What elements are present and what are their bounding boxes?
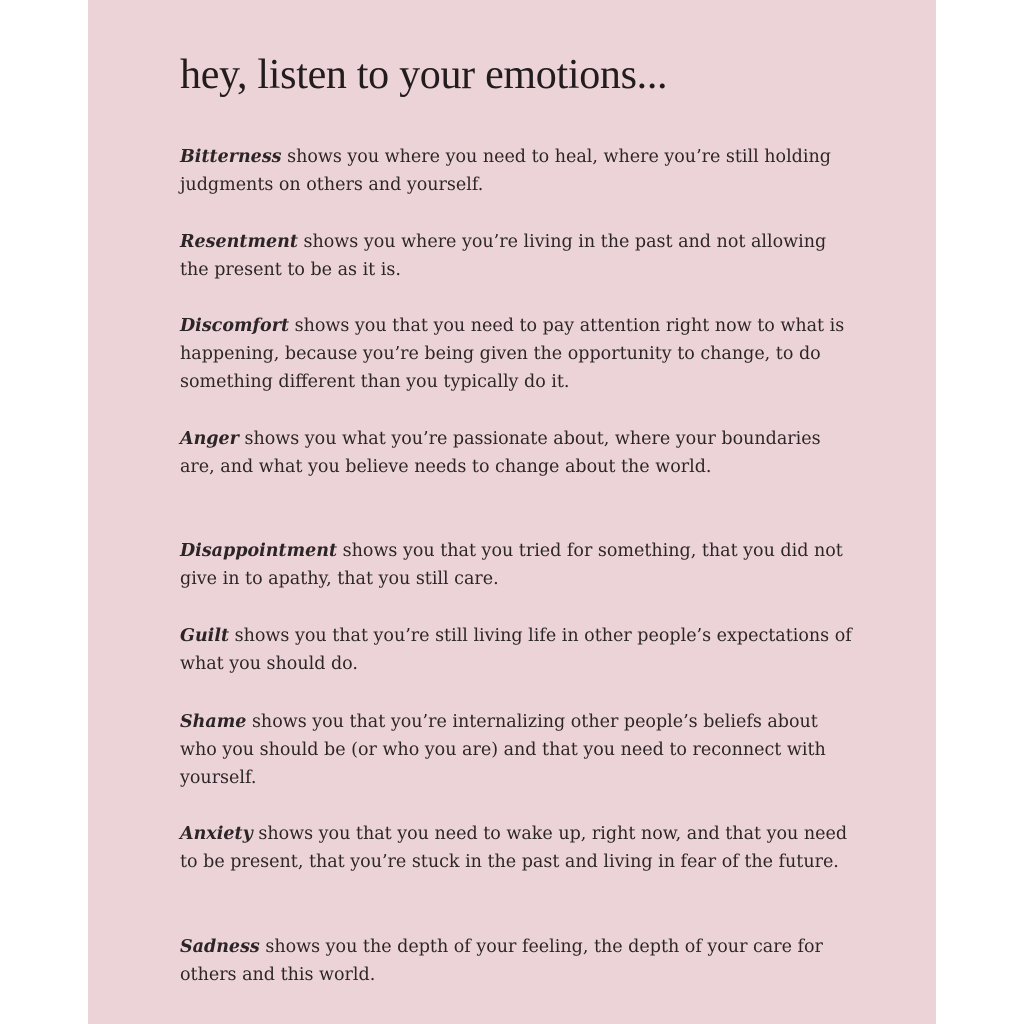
emotion-term: Guilt bbox=[180, 626, 230, 646]
emotion-term: Bitterness bbox=[180, 147, 282, 167]
emotion-term: Anger bbox=[180, 429, 239, 449]
document-page bbox=[88, 0, 936, 1024]
emotion-entry-anger bbox=[180, 425, 860, 481]
emotion-entry-discomfort bbox=[180, 312, 860, 396]
emotion-term: Discomfort bbox=[180, 316, 290, 336]
emotion-entry-anxiety bbox=[180, 820, 860, 876]
emotion-description: shows you that you’re internalizing other people’s beliefs about who you should be (or who you are) and that you need to reconnect with yourself. bbox=[180, 712, 826, 788]
emotion-description: shows you where you need to heal, where you’re still holding judgments on others and yourself. bbox=[180, 147, 831, 195]
emotion-description: shows you the depth of your feeling, the depth of your care for others and this world. bbox=[180, 937, 823, 985]
emotion-description: shows you what you’re passionate about, where your boundaries are, and what you believe needs to change about the world. bbox=[180, 429, 821, 477]
emotion-description: shows you that you need to pay attention right now to what is happening, because you’re being given the opportunity to change, to do something different than you typically do it. bbox=[180, 316, 845, 392]
document-content bbox=[180, 50, 860, 985]
emotion-term: Shame bbox=[180, 712, 247, 732]
emotion-entry-sadness bbox=[180, 933, 860, 989]
emotion-term: Anxiety bbox=[180, 824, 253, 844]
emotion-description: shows you that you need to wake up, right now, and that you need to be present, that you’re stuck in the past and living in fear of the future. bbox=[180, 824, 848, 872]
emotion-entry-shame bbox=[180, 708, 860, 792]
emotion-entry-bitterness bbox=[180, 143, 860, 199]
page-title: hey, listen to your emotions... bbox=[180, 52, 668, 98]
emotion-term: Sadness bbox=[180, 937, 260, 957]
emotion-description: shows you where you’re living in the past and not allowing the present to be as it is. bbox=[180, 232, 827, 280]
emotion-term: Disappointment bbox=[180, 541, 338, 561]
emotion-entry-disappointment bbox=[180, 537, 860, 593]
emotion-entry-resentment bbox=[180, 228, 860, 284]
emotion-description: shows you that you’re still living life in other people’s expectations of what you should do. bbox=[180, 626, 852, 674]
emotion-term: Resentment bbox=[180, 232, 298, 252]
emotion-entry-guilt bbox=[180, 622, 860, 678]
emotion-description: shows you that you tried for something, that you did not give in to apathy, that you still care. bbox=[180, 541, 843, 589]
